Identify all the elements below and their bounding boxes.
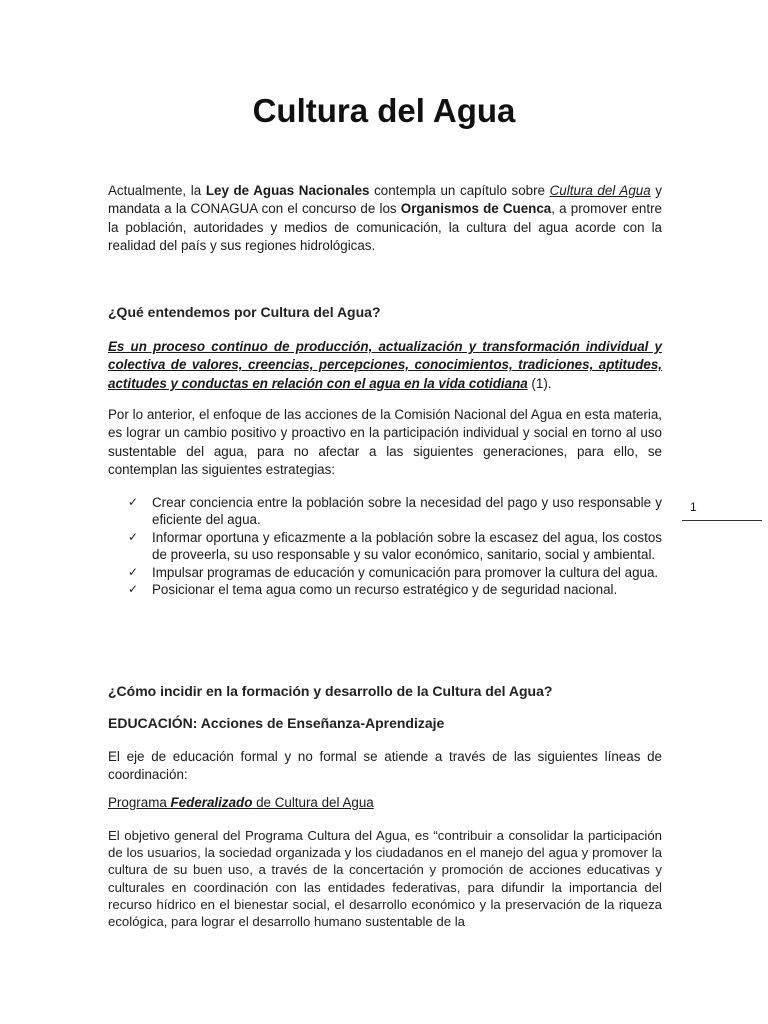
list-item-text: Crear conciencia entre la población sobre la necesidad del pago y uso responsable y eficiente del agua. [152, 495, 662, 528]
list-item-text: Posicionar el tema agua como un recurso estratégico y de seguridad nacional. [152, 582, 618, 598]
objective-paragraph: El objetivo general del Programa Cultura del Agua, es “contribuir a consolidar la participación de los usuarios, la sociedad organizada y los ciudadanos en el manejo del agua y promover la cultura de su buen uso, a través de la concertación y promoción de acciones educativas y culturales en coordinación con las entidades federativas, para difundir la importancia del recurso hídrico en el bienestar social, el desarrollo económico y la preservación de la riqueza ecológica, para lograr el desarrollo humano sustentable de la [108, 828, 662, 930]
organismos-de-cuenca: Organismos de Cuenca [400, 201, 552, 217]
question-heading-1: ¿Qué entendemos por Cultura del Agua? [108, 304, 381, 320]
strategy-intro-paragraph: Por lo anterior, el enfoque de las acciones de la Comisión Nacional del Agua en esta materia, es lograr un cambio positivo y proactivo en la participación individual y social en torno al uso sustentable del agua, para no afectar a las siguientes generaciones, para ello, se contemplan las siguientes estrategias: [108, 407, 662, 478]
list-item [128, 581, 662, 598]
intro-paragraph [108, 182, 662, 256]
footnote-divider [682, 520, 762, 521]
program-subheading [108, 795, 374, 810]
ley-aguas-nacionales: Ley de Aguas Nacionales [205, 183, 370, 198]
intro-text-2: contempla un capítulo sobre [369, 183, 550, 198]
checkmark-icon: ✓ [128, 564, 139, 579]
definition-paragraph [108, 338, 662, 393]
education-heading: EDUCACIÓN: Acciones de Enseñanza-Aprendizaje [108, 715, 445, 731]
list-item [128, 494, 662, 529]
checkmark-icon: ✓ [128, 582, 139, 597]
checkmark-icon: ✓ [128, 529, 139, 544]
education-paragraph: El eje de educación formal y no formal se atiende a través de las siguientes líneas de coordinación: [108, 749, 662, 783]
question-heading-2: ¿Cómo incidir en la formación y desarrollo de la Cultura del Agua? [108, 683, 553, 699]
footnote-number: 1 [690, 500, 697, 514]
cultura-del-agua-link[interactable]: Cultura del Agua [549, 183, 651, 198]
program-federalizado: Federalizado [170, 795, 253, 810]
program-text-2: de Cultura del Agua [252, 795, 374, 810]
list-item [128, 564, 662, 581]
intro-text-3: y mandata a la CONAGUA con el concurso de los [108, 183, 662, 217]
definition-reference: (1). [527, 375, 552, 391]
strategy-list [128, 494, 662, 598]
list-item-text: Impulsar programas de educación y comunicación para promover la cultura del agua. [152, 564, 659, 580]
list-item-text: Informar oportuna y eficazmente a la población sobre la escasez del agua, los costos de proveerla, su uso responsable y su valor económico, sanitario, social y ambiental. [152, 529, 662, 563]
list-item [128, 529, 662, 564]
intro-text-4: , a promover entre la población, autoridades y medios de comunicación, la cultura del agua acorde con la realidad del país y sus regiones hidrológicas. [108, 201, 662, 254]
program-text-1: Programa [108, 795, 171, 810]
checkmark-icon: ✓ [128, 495, 139, 509]
document-title: Cultura del Agua [252, 92, 516, 129]
definition-text: Es un proceso continuo de producción, actualización y transformación individual y colectiva de valores, creencias, percepciones, conocimientos, tradiciones, aptitudes, actitudes y conductas en relación con el agua en la vida cotidiana [108, 339, 662, 391]
intro-text-1: Actualmente, la [108, 183, 206, 198]
